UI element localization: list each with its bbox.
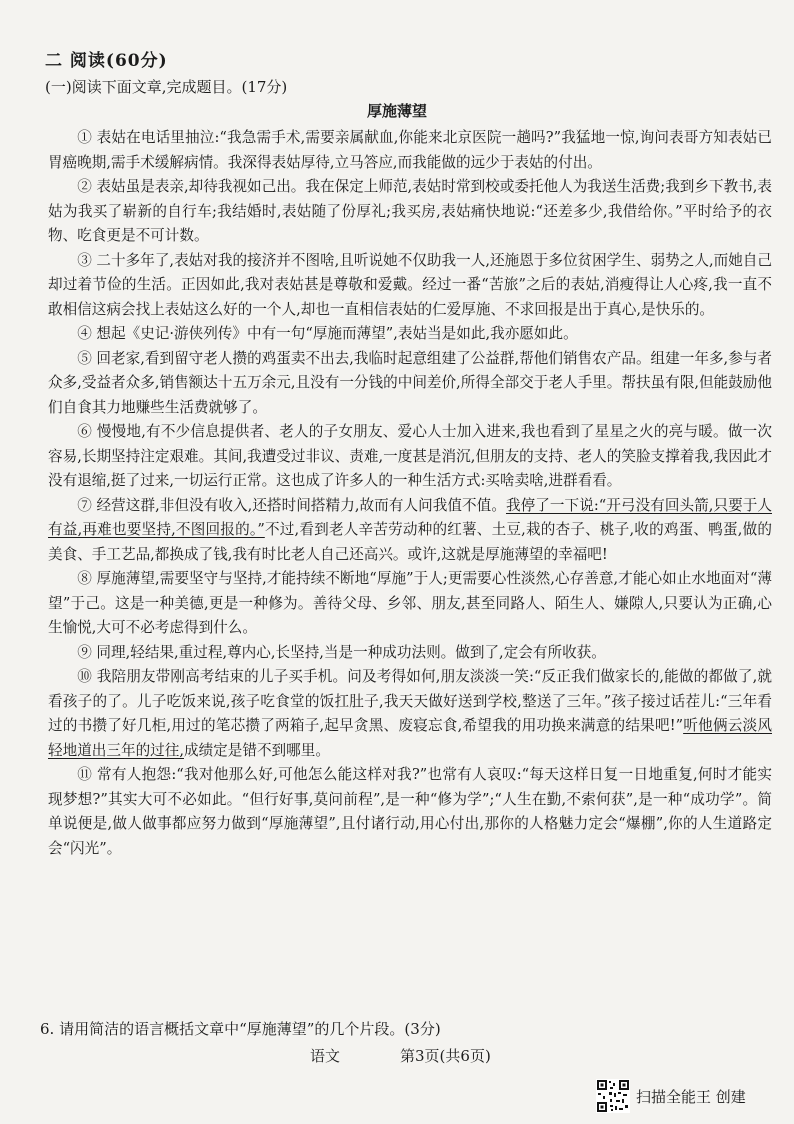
- footer-page-number: 第3页(共6页): [400, 1047, 491, 1065]
- article-paragraph: [48, 665, 772, 763]
- article-paragraph: [48, 126, 772, 175]
- paragraph-text: ⑦ 经营这群,非但没有收入,还搭时间搭精力,故而有人问我值不值。: [77, 496, 506, 514]
- paragraph-text: ② 表姑虽是表亲,却待我视如己出。我在保定上师范,表姑时常到校或委托他人为我送生活费;我到乡下教书,表姑为我买了崭新的自行车;我结婚时,表姑随了份厚礼;我买房,表姑痛快地说:“还差多少,我借给你。”平时给予的衣物、吃食更是不可计数。: [48, 178, 772, 244]
- paragraph-text: ⑤ 回老家,看到留守老人攒的鸡蛋卖不出去,我临时起意组建了公益群,帮他们销售农产品。组建一年多,参与者众多,受益者众多,销售额达十五万余元,且没有一分钱的中间差价,所得全部交于老人手里。帮扶虽有限,但能鼓励他们自食其力地赚些生活费就够了。: [48, 349, 772, 416]
- paragraph-text: ⑩ 我陪朋友带刚高考结束的儿子买手机。问及考得如何,朋友淡淡一笑:“反正我们做家长的,能做的都做了,就看孩子的了。儿子吃饭来说,孩子吃食堂的饭扛肚子,我天天做好送到学校,整送了三年。”孩子接过话茬儿:“三年看过的书攒了好几柜,用过的笔芯攒了两箱子,起早贪黑、废寝忘食,希望我的用功换来满意的结果吧!”: [48, 668, 772, 734]
- paragraph-text: 成绩定是错不到哪里。: [183, 741, 330, 759]
- paragraph-text: 不过,看到老人辛苦劳动种的红薯、土豆,栽的杏子、桃子,收的鸡蛋、鸭蛋,做的美食、手工艺品,都换成了钱,我有时比老人自己还高兴。或许,这就是厚施薄望的幸福吧!: [48, 521, 772, 563]
- paragraph-text: ⑪ 常有人抱怨:“我对他那么好,可他怎么能这样对我?”也常有人哀叹:“每天这样日复一日地重复,何时才能实现梦想?”其实大可不必如此。“但行好事,莫问前程”,是一种“修为学”;“人生在勤,不索何获”,是一种“成功学”。简单说便是,做人做事都应努力做到“厚施薄望”,且付诸行动,用心付出,那你的人格魅力定会“爆棚”,你的人生道路定会“闪光”。: [48, 766, 772, 857]
- underlined-text: 我停了一下说:“开弓没有回头箭,只要于人有益,再难也要坚持,不图回报的。”: [48, 496, 772, 538]
- article-paragraph: [48, 322, 772, 347]
- scanner-watermark: [596, 1078, 746, 1114]
- qr-code-icon: [596, 1079, 630, 1113]
- article-paragraph: [48, 347, 772, 421]
- article-paragraph: [48, 763, 772, 861]
- article-paragraph: [48, 420, 772, 494]
- article-body: [48, 126, 772, 861]
- underlined-text: 听他俩云淡风轻地道出三年的过往,: [48, 717, 772, 759]
- paragraph-text: ④ 想起《史记·游侠列传》中有一句“厚施而薄望”,表姑当是如此,我亦愿如此。: [77, 325, 578, 342]
- article-paragraph: [48, 567, 772, 641]
- paragraph-text: ③ 二十多年了,表姑对我的接济并不图啥,且听说她不仅助我一人,还施恩于多位贫困学生、弱势之人,而她自己却过着节俭的生活。正因如此,我对表姑甚是尊敬和爱戴。经过一番“苦旅”之后的表姑,消瘦得让人心疼,我一直不敢相信这病会找上表姑这么好的一个人,却也一直相信表姑的仁爱厚施、不求回报是出于真心,是快乐的。: [48, 251, 772, 318]
- article-paragraph: [48, 641, 772, 666]
- article-paragraph: [48, 175, 772, 249]
- article-paragraph: [48, 494, 772, 568]
- scanner-label: 扫描全能王 创建: [636, 1087, 746, 1106]
- paragraph-text: ⑧ 厚施薄望,需要坚守与坚持,才能持续不断地“厚施”于人;更需要心性淡然,心存善意,才能心如止水地面对“薄望”于己。这是一种美德,更是一种修为。善待父母、乡邻、朋友,甚至同路人、陌生人、嫌隙人,只要认为正确,心生愉悦,大可不必考虑得到什么。: [48, 570, 772, 636]
- article-title: 厚施薄望: [366, 102, 427, 120]
- paragraph-text: ⑥ 慢慢地,有不少信息提供者、老人的子女朋友、爱心人士加入进来,我也看到了星星之火的亮与暖。做一次容易,长期坚持注定艰难。其间,我遭受过非议、责难,一度甚是消沉,但朋友的支持、老人的笑脸支撑着我,我因此才没有退缩,挺了过来,一切运行正常。这也成了许多人的一种生活方式:买啥卖啥,进群看看。: [48, 423, 772, 489]
- footer-subject: 语文: [310, 1047, 341, 1065]
- paragraph-text: ⑨ 同理,轻结果,重过程,尊内心,长坚持,当是一种成功法则。做到了,定会有所收获。: [77, 643, 606, 661]
- section-title: 二 阅读(60分): [45, 51, 168, 71]
- paragraph-text: ① 表姑在电话里抽泣:“我急需手术,需要亲属献血,你能来北京医院一趟吗?”我猛地一惊,询问表哥方知表姑已胃癌晚期,需手术缓解病情。我深得表姑厚待,立马答应,而我能做的远少于表姑的付出。: [48, 129, 772, 171]
- article-paragraph: [48, 249, 772, 323]
- section-instruction: (一)阅读下面文章,完成题目。(17分): [45, 78, 288, 96]
- question-6: 6. 请用简洁的语言概括文章中“厚施薄望”的几个片段。(3分): [40, 1020, 441, 1038]
